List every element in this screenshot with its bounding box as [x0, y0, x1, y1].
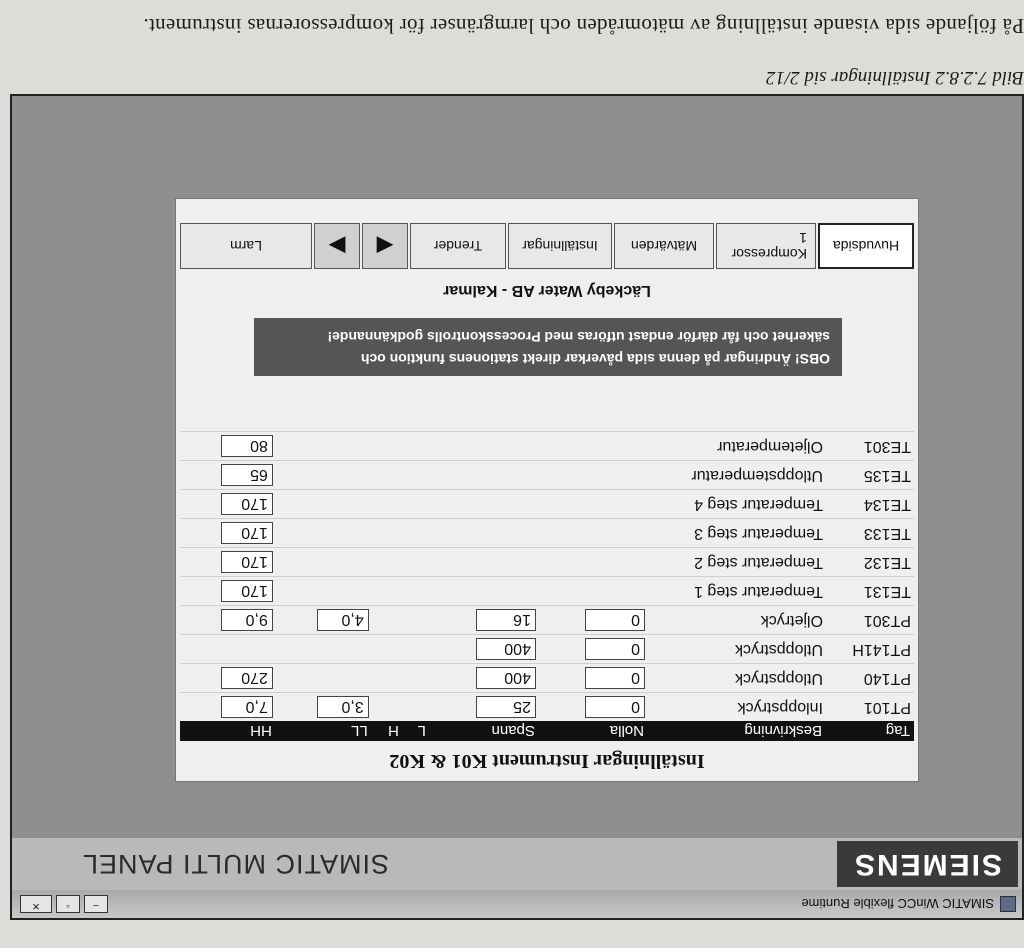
cell-spann [430, 519, 539, 548]
tab-matvarden[interactable]: Mätvärden [614, 223, 714, 269]
value-field-spann[interactable]: 400 [476, 638, 536, 660]
page-title: Inställningar Instrument K01 & K02 [389, 750, 705, 772]
cell-tag: PT140 [826, 664, 914, 693]
siemens-logo: SIEMENS [837, 841, 1018, 887]
brand-bar [12, 838, 1022, 890]
value-field-hh[interactable]: 9,0 [221, 609, 273, 631]
cell-nolla [539, 664, 648, 693]
tab-installningar[interactable]: Inställningar [508, 223, 612, 269]
cell-tag: TE131 [826, 577, 914, 606]
cell-nolla [539, 490, 648, 519]
cell-desc: Temperatur steg 4 [648, 490, 826, 519]
tab-right-arrow-icon[interactable]: ▶ [314, 223, 360, 269]
value-field-spann[interactable]: 25 [476, 696, 536, 718]
table-row [180, 432, 914, 461]
value-field-ll[interactable]: 4,0 [317, 609, 369, 631]
cell-spann [430, 432, 539, 461]
col-header-spann: Spann [430, 721, 539, 741]
cell-spann [430, 664, 539, 693]
cell-ll [276, 577, 372, 606]
cell-l [403, 577, 430, 606]
cell-h [372, 519, 403, 548]
cell-tag: TE132 [826, 548, 914, 577]
col-header-tag: Tag [826, 721, 914, 741]
cell-desc: Inloppstryck [648, 693, 826, 722]
table-row [180, 635, 914, 664]
value-field-nolla[interactable]: 0 [585, 638, 645, 660]
tab-kompressor-1[interactable]: Kompressor 1 [716, 223, 816, 269]
cell-desc: Temperatur steg 1 [648, 577, 826, 606]
cell-tag: TE134 [826, 490, 914, 519]
panel-model-label: SIMATIC MULTI PANEL [82, 849, 390, 880]
cell-spann [430, 693, 539, 722]
value-field-ll[interactable]: 3,0 [317, 696, 369, 718]
cell-nolla [539, 635, 648, 664]
cell-ll [276, 548, 372, 577]
cell-l [403, 664, 430, 693]
cell-ll [276, 432, 372, 461]
value-field-hh[interactable]: 170 [221, 580, 273, 602]
value-field-hh[interactable]: 65 [221, 464, 273, 486]
app-icon [1000, 896, 1016, 912]
cell-hh [180, 664, 276, 693]
cell-l [403, 606, 430, 635]
cell-desc: Utloppstryck [648, 635, 826, 664]
cell-hh [180, 693, 276, 722]
minimize-button[interactable]: – [84, 895, 108, 913]
cell-h [372, 461, 403, 490]
cell-l [403, 548, 430, 577]
window-titlebar [12, 889, 1022, 918]
cell-hh [180, 635, 276, 664]
company-name: Läckeby Water AB - Kalmar [443, 282, 651, 299]
manual-description: På följande sida visande inställning av mätområden och larmgränser för kompressorernas instrument. [143, 14, 1024, 38]
cell-h [372, 606, 403, 635]
cell-tag: PT301 [826, 606, 914, 635]
cell-tag: PT101 [826, 693, 914, 722]
cell-nolla [539, 461, 648, 490]
cell-desc: Oljetryck [648, 606, 826, 635]
cell-spann [430, 635, 539, 664]
tab-larm[interactable]: Larm [180, 223, 312, 269]
value-field-nolla[interactable]: 0 [585, 696, 645, 718]
cell-hh [180, 490, 276, 519]
warning-notice [254, 318, 842, 376]
cell-tag: PT141H [826, 635, 914, 664]
value-field-hh[interactable]: 270 [221, 667, 273, 689]
table-row [180, 490, 914, 519]
panel-bezel [12, 96, 1022, 890]
cell-h [372, 664, 403, 693]
cell-nolla [539, 606, 648, 635]
notice-line: OBS! Ändringar på denna sida påverkar direkt stationens funktion och [360, 351, 830, 367]
table-row [180, 664, 914, 693]
navigation-tabs [180, 223, 914, 269]
table-row [180, 548, 914, 577]
cell-h [372, 548, 403, 577]
cell-desc: Temperatur steg 2 [648, 548, 826, 577]
value-field-hh[interactable]: 170 [221, 522, 273, 544]
restore-button[interactable]: ▫ [56, 895, 80, 913]
cell-nolla [539, 519, 648, 548]
tab-left-arrow-icon[interactable]: ◀ [362, 223, 408, 269]
cell-l [403, 693, 430, 722]
col-header-ll: LL [276, 721, 372, 741]
cell-h [372, 490, 403, 519]
cell-hh [180, 519, 276, 548]
cell-h [372, 693, 403, 722]
notice-line: säkerhet och får därför endast utföras med Processkontrolls godkännande! [327, 329, 830, 345]
cell-ll [276, 490, 372, 519]
cell-ll [276, 606, 372, 635]
cell-desc: Utloppstryck [648, 664, 826, 693]
cell-nolla [539, 577, 648, 606]
value-field-spann[interactable]: 16 [476, 609, 536, 631]
cell-h [372, 432, 403, 461]
cell-h [372, 635, 403, 664]
col-header-description: Beskrivning [648, 721, 826, 741]
cell-desc: Temperatur steg 3 [648, 519, 826, 548]
cell-l [403, 432, 430, 461]
cell-desc: Utloppstemperatur [648, 461, 826, 490]
cell-l [403, 490, 430, 519]
value-field-hh[interactable]: 170 [221, 493, 273, 515]
cell-nolla [539, 432, 648, 461]
col-header-hh: HH [180, 721, 276, 741]
cell-hh [180, 432, 276, 461]
cell-l [403, 635, 430, 664]
close-button[interactable]: ✕ [20, 895, 52, 913]
cell-hh [180, 461, 276, 490]
cell-ll [276, 461, 372, 490]
tab-trender[interactable]: Trender [410, 223, 506, 269]
cell-ll [276, 635, 372, 664]
cell-spann [430, 461, 539, 490]
cell-tag: TE135 [826, 461, 914, 490]
value-field-hh[interactable]: 170 [221, 551, 273, 573]
cell-desc: Oljetemperatur [648, 432, 826, 461]
tab-huvudsida[interactable]: Huvudsida [818, 223, 914, 269]
instrument-table [180, 431, 914, 741]
cell-nolla [539, 548, 648, 577]
value-field-nolla[interactable]: 0 [585, 609, 645, 631]
cell-spann [430, 490, 539, 519]
table-row [180, 519, 914, 548]
cell-hh [180, 548, 276, 577]
cell-l [403, 461, 430, 490]
col-header-nolla: Nolla [539, 721, 648, 741]
col-header-h: H [372, 721, 403, 741]
cell-ll [276, 519, 372, 548]
cell-hh [180, 577, 276, 606]
manual-figure-caption: Bild 7.2.8.2 Inställningar sid 2/12 [765, 67, 1024, 88]
value-field-spann[interactable]: 400 [476, 667, 536, 689]
window-title: SIMATIC WinCC flexible Runtime [801, 896, 994, 912]
cell-nolla [539, 693, 648, 722]
cell-ll [276, 693, 372, 722]
hmi-screen [175, 198, 919, 782]
table-row [180, 577, 914, 606]
cell-h [372, 577, 403, 606]
cell-spann [430, 606, 539, 635]
cell-l [403, 519, 430, 548]
table-header-row [180, 721, 914, 741]
value-field-hh[interactable]: 7,0 [221, 696, 273, 718]
table-row [180, 461, 914, 490]
table-row [180, 693, 914, 722]
cell-tag: TE133 [826, 519, 914, 548]
value-field-hh[interactable]: 80 [221, 435, 273, 457]
value-field-nolla[interactable]: 0 [585, 667, 645, 689]
cell-spann [430, 577, 539, 606]
cell-ll [276, 664, 372, 693]
cell-tag: TE301 [826, 432, 914, 461]
cell-spann [430, 548, 539, 577]
cell-hh [180, 606, 276, 635]
col-header-l: L [403, 721, 430, 741]
table-row [180, 606, 914, 635]
hmi-device [10, 94, 1024, 920]
